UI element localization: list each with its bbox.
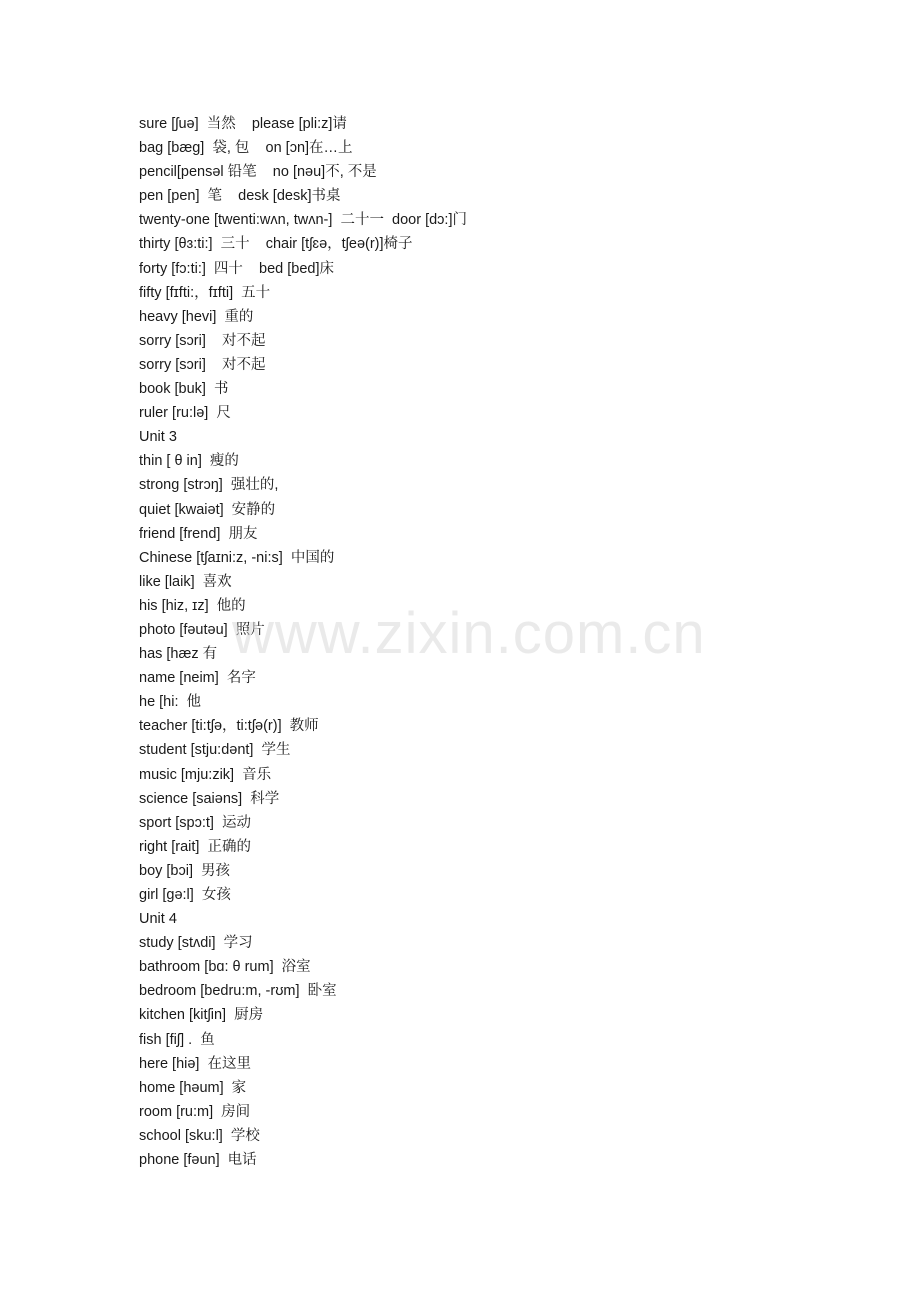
vocab-line: strong [strɔŋ] 强壮的, <box>139 477 279 494</box>
vocab-line: music [mju:zik] 音乐 <box>139 766 272 783</box>
vocab-line: sorry [sɔri] 对不起 <box>139 332 266 349</box>
vocab-line: bag [bæɡ] 袋, 包 on [ɔn]在…上 <box>139 140 353 157</box>
vocab-line: boy [bɔi] 男孩 <box>139 862 231 879</box>
vocab-line: heavy [hevi] 重的 <box>139 308 254 325</box>
vocab-line: ruler [ru:lə] 尺 <box>139 405 231 422</box>
vocab-line: science [saiəns] 科学 <box>139 790 280 807</box>
vocab-line: his [hiz, ɪz] 他的 <box>139 597 246 614</box>
vocab-line: teacher [ti:tʃə，ti:tʃə(r)] 教师 <box>139 718 319 735</box>
vocab-line: pen [pen] 笔 desk [desk]书桌 <box>139 188 341 205</box>
unit-heading: Unit 3 <box>139 429 177 446</box>
vocab-line: study [stʌdi] 学习 <box>139 935 253 952</box>
vocab-line: here [hiə] 在这里 <box>139 1055 252 1072</box>
vocab-line: sure [ʃuə] 当然 please [pli:z]请 <box>139 116 347 132</box>
vocab-line: girl [ɡə:l] 女孩 <box>139 887 231 903</box>
unit-heading: Unit 4 <box>139 911 177 928</box>
vocab-line: friend [frend] 朋友 <box>139 525 258 542</box>
vocab-line: school [sku:l] 学校 <box>139 1127 260 1144</box>
vocab-line: name [neim] 名字 <box>139 670 256 687</box>
vocab-line: thin [ θ in] 瘦的 <box>139 453 239 470</box>
watermark: www.zixin.com.cn <box>232 601 706 666</box>
vocab-line: kitchen [kitʃin] 厨房 <box>139 1007 264 1024</box>
vocab-line: fish [fiʃ] . 鱼 <box>139 1031 215 1048</box>
vocab-line: book [buk] 书 <box>139 381 229 398</box>
vocab-line: bedroom [bedru:m, -rʊm] 卧室 <box>139 983 337 1000</box>
vocab-line: like [laik] 喜欢 <box>139 573 232 590</box>
vocab-line: room [ru:m] 房间 <box>139 1103 251 1120</box>
vocab-line: sport [spɔ:t] 运动 <box>139 814 251 831</box>
vocab-line: student [stju:dənt] 学生 <box>139 742 291 759</box>
vocab-line: thirty [θɜ:ti:] 三十 chair [tʃɛə，tʃeə(r)]椅子 <box>139 236 413 253</box>
vocabulary-list <box>139 112 467 1172</box>
vocab-line: bathroom [bɑ: θ rum] 浴室 <box>139 959 311 976</box>
vocab-line: phone [fəun] 电话 <box>139 1152 257 1169</box>
vocab-line: twenty-one [twenti:wʌn, twʌn-] 二十一 door [dɔ:]门 <box>139 212 467 229</box>
vocab-line: forty [fɔ:ti:] 四十 bed [bed]床 <box>139 260 335 277</box>
vocab-line: Chinese [tʃaɪni:z, -ni:s] 中国的 <box>139 549 335 566</box>
vocab-line: sorry [sɔri] 对不起 <box>139 356 266 373</box>
vocab-line: home [həum] 家 <box>139 1079 247 1096</box>
vocab-line: pencil[pensəl 铅笔 no [nəu]不, 不是 <box>139 164 377 181</box>
vocab-line: fifty [fɪfti:，fɪfti] 五十 <box>139 284 271 301</box>
vocab-line: he [hi: 他 <box>139 694 202 711</box>
vocab-line: photo [fəutəu] 照片 <box>139 621 265 638</box>
vocab-line: right [rait] 正确的 <box>139 838 251 855</box>
vocab-line: has [hæz 有 <box>139 646 218 663</box>
vocab-line: quiet [kwaiət] 安静的 <box>139 501 276 518</box>
